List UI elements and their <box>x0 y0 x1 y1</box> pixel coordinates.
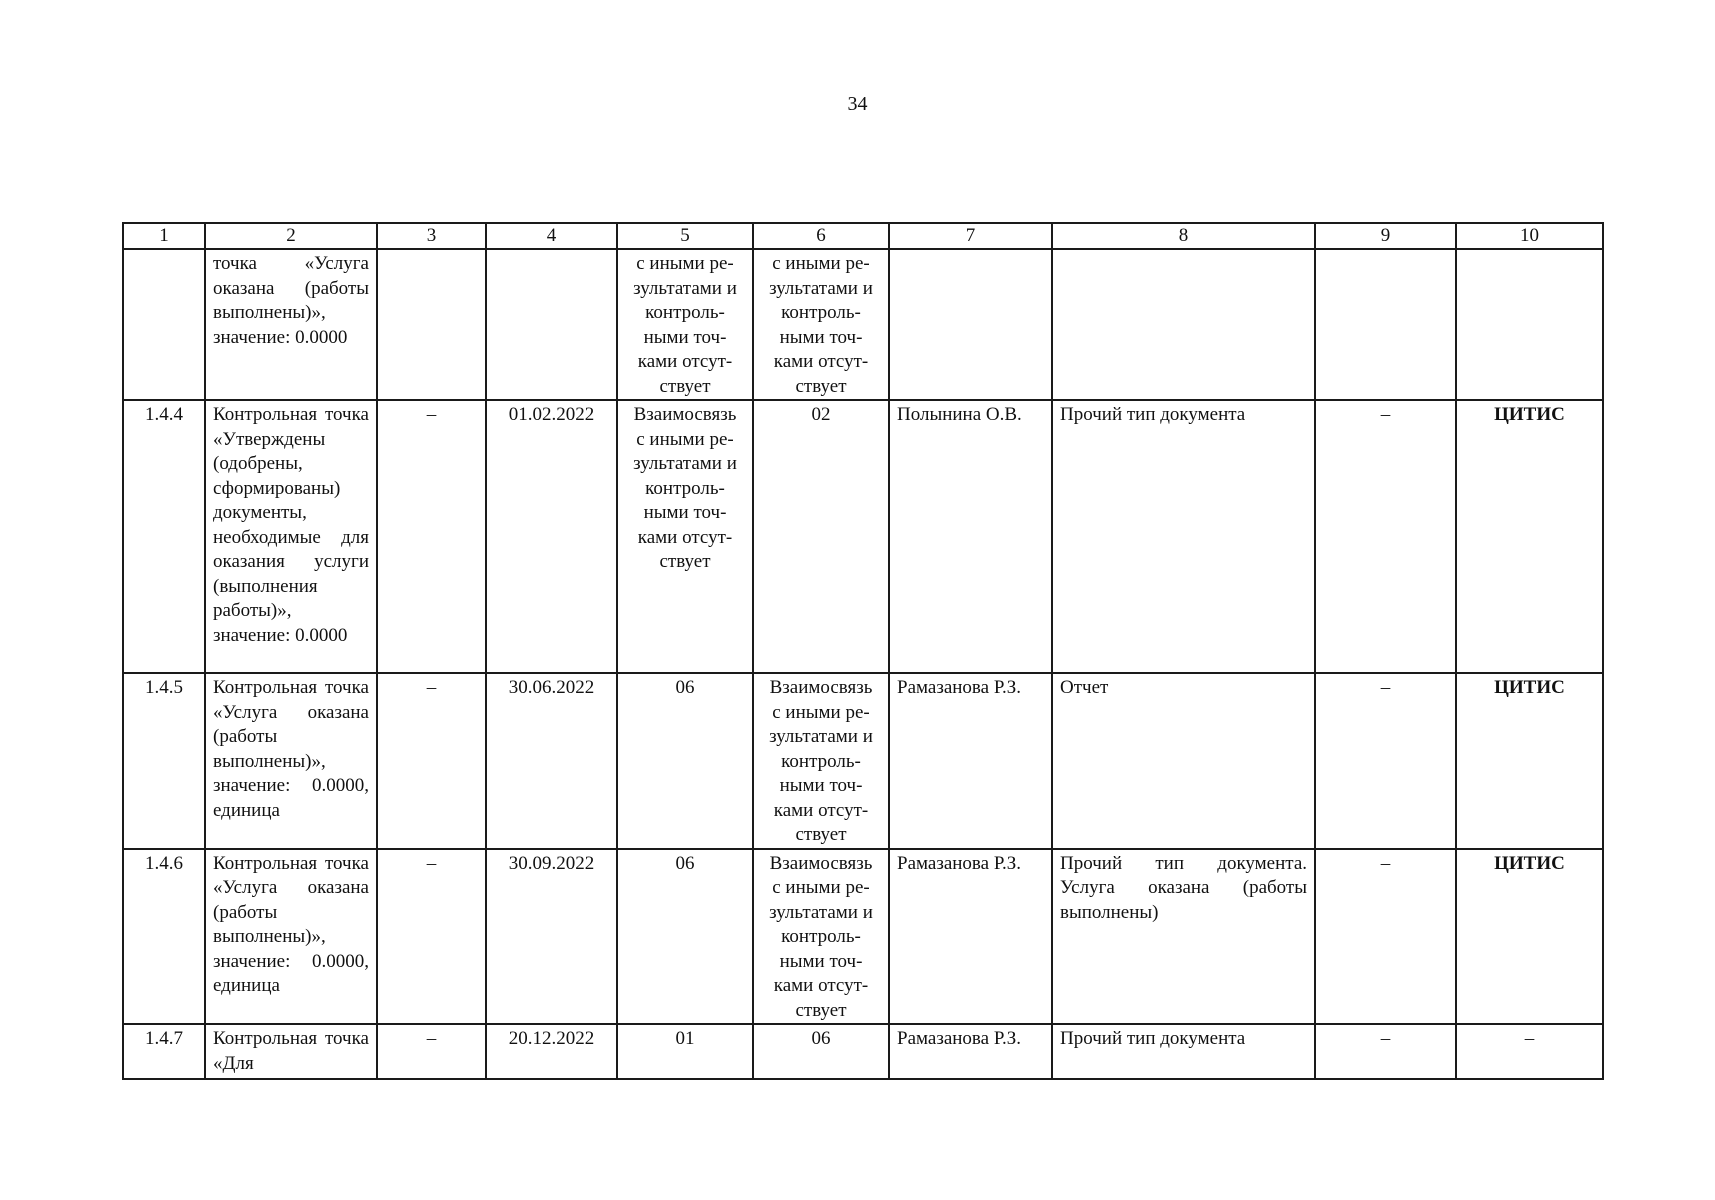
header-cell: 2 <box>205 223 377 249</box>
col3-cell: – <box>377 400 486 673</box>
col6-cell: 02 <box>753 400 889 673</box>
header-cell: 10 <box>1456 223 1603 249</box>
document-type-cell <box>1052 249 1315 400</box>
date-cell: 20.12.2022 <box>486 1024 617 1079</box>
col9-cell <box>1315 249 1456 400</box>
table-row <box>123 1024 1603 1079</box>
col3-cell: – <box>377 849 486 1025</box>
row-number-cell: 1.4.6 <box>123 849 205 1025</box>
date-cell: 30.09.2022 <box>486 849 617 1025</box>
col3-cell <box>377 249 486 400</box>
col10-cell: – <box>1456 1024 1603 1079</box>
row-number-cell: 1.4.4 <box>123 400 205 673</box>
date-cell <box>486 249 617 400</box>
checkpoint-name-cell: Контрольная точка «Услуга оказана (работы выполнены)», значение: 0.0000, единица <box>205 849 377 1025</box>
col5-cell: с иными ре- зультатами и контроль- ными точ- ками отсут- ствует <box>617 249 753 400</box>
header-cell: 5 <box>617 223 753 249</box>
checkpoint-name-cell: Контрольная точка «Утверждены (одобрены, сформированы) документы, необходимые для оказания услуги (выполнения работы)», значение: 0.0000 <box>205 400 377 673</box>
header-cell: 9 <box>1315 223 1456 249</box>
col5-cell: 06 <box>617 673 753 849</box>
checkpoint-name-cell: Контрольная точка «Для <box>205 1024 377 1079</box>
checkpoint-name-cell: Контрольная точка «Услуга оказана (работы выполнены)», значение: 0.0000, единица <box>205 673 377 849</box>
col10-cell: ЦИТИС <box>1456 673 1603 849</box>
col6-cell: Взаимосвязь с иными ре- зультатами и контроль- ными точ- ками отсут- ствует <box>753 673 889 849</box>
date-cell: 30.06.2022 <box>486 673 617 849</box>
col6-cell: Взаимосвязь с иными ре- зультатами и контроль- ными точ- ками отсут- ствует <box>753 849 889 1025</box>
col9-cell: – <box>1315 849 1456 1025</box>
responsible-person-cell: Рамазанова Р.З. <box>889 849 1052 1025</box>
header-cell: 8 <box>1052 223 1315 249</box>
col5-cell: 06 <box>617 849 753 1025</box>
col3-cell: – <box>377 1024 486 1079</box>
document-type-cell: Прочий тип документа <box>1052 400 1315 673</box>
table-row <box>123 400 1603 673</box>
responsible-person-cell: Полынина О.В. <box>889 400 1052 673</box>
document-type-cell: Прочий тип документа. Услуга оказана (работы выполнены) <box>1052 849 1315 1025</box>
col9-cell: – <box>1315 1024 1456 1079</box>
col10-cell: ЦИТИС <box>1456 849 1603 1025</box>
document-type-cell: Прочий тип документа <box>1052 1024 1315 1079</box>
header-cell: 3 <box>377 223 486 249</box>
row-number-cell: 1.4.7 <box>123 1024 205 1079</box>
table-header-row <box>123 223 1603 249</box>
header-cell: 1 <box>123 223 205 249</box>
col3-cell: – <box>377 673 486 849</box>
responsible-person-cell: Рамазанова Р.З. <box>889 1024 1052 1079</box>
responsible-person-cell: Рамазанова Р.З. <box>889 673 1052 849</box>
table-row <box>123 849 1603 1025</box>
col9-cell: – <box>1315 673 1456 849</box>
col6-cell: с иными ре- зультатами и контроль- ными точ- ками отсут- ствует <box>753 249 889 400</box>
table-row <box>123 249 1603 400</box>
document-type-cell: Отчет <box>1052 673 1315 849</box>
col10-cell: ЦИТИС <box>1456 400 1603 673</box>
header-cell: 6 <box>753 223 889 249</box>
table-row <box>123 673 1603 849</box>
col9-cell: – <box>1315 400 1456 673</box>
row-number-cell: 1.4.5 <box>123 673 205 849</box>
col6-cell: 06 <box>753 1024 889 1079</box>
responsible-person-cell <box>889 249 1052 400</box>
schedule-table <box>122 222 1604 1080</box>
header-cell: 4 <box>486 223 617 249</box>
checkpoint-name-cell: точка «Услуга оказана (работы выполнены)», значение: 0.0000 <box>205 249 377 400</box>
col5-cell: Взаимосвязь с иными ре- зультатами и контроль- ными точ- ками отсут- ствует <box>617 400 753 673</box>
col10-cell <box>1456 249 1603 400</box>
date-cell: 01.02.2022 <box>486 400 617 673</box>
page-number: 34 <box>847 93 868 115</box>
header-cell: 7 <box>889 223 1052 249</box>
row-number-cell <box>123 249 205 400</box>
col5-cell: 01 <box>617 1024 753 1079</box>
